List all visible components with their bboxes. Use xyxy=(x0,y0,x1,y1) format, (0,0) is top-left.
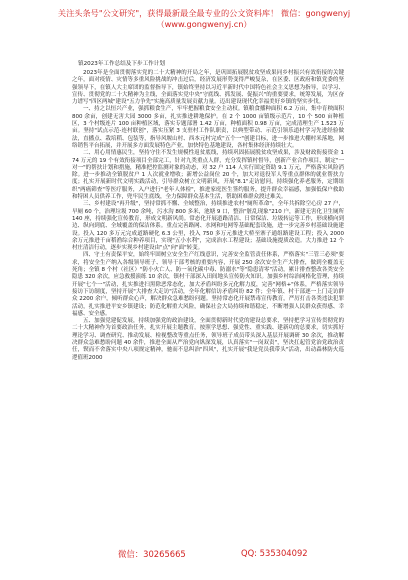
document-body xyxy=(72,60,344,530)
promo-banner-line: 关注头条号"公文研究"，获得最新最全最专业的公文资料库！ 微信：gongwenyj xyxy=(57,8,351,18)
wechat-contact: 微信：30265665 xyxy=(118,549,186,559)
paragraph-party-building: 五、加强党建促发展，持续加强党的政治建设，全面贯彻新时代党的建设总要求，坚持把学习宣传贯彻党的二十大精神作为首要政治任务，扎实开展主题教育，按照学思想、强党性、重实践、建新功的总要求，切实抓好理论学习、调查研究、推动发展、检视整改等重点任务，领导班子成员带头深入基层开展调研 30 余次，推动解决群众急难愁盼问题 40 余件，推进全面从严治党向纵深发展，认真落实"一岗双责"，坚决扛起管党治党政治责任，锲而不舍落实中央八项规定精神，驰而不息纠治"四风"，扎实开展"我是党员我带头"活动，出动森林防火巡逻值班2000 xyxy=(72,318,344,361)
promo-banner-url: （www.gongwenyj.cn） xyxy=(156,19,252,29)
paragraph-livelihood: 二、用心用情惠民生，坚持守住不发生规模性返贫底线，持续巩固拓展脱贫攻坚成果，涉及财政衔接资金 174 万元的 19 个有效衔接项目全部完工，针对九类重点人群，充分发挥镇村督导，创新产业合作项目，制定"一对一"的帮扶计划和措施，精准把控监测对象的动态，对 32 户 114 人实行固定资助 9.1 万元，严格落实风险消除。进一步推动全镇脱贫户 1 人次就业增收；新增公益岗位 20 个，加大对退役军人等重点群体的就业帮扶力度；扎实开展新时代文明实践活动，引导群众树立文明新风，开展"8.1"走访慰问，持续强化养老服务，定期组织"两癌筛查"等医疗服务，入户进行"老年人体检"，推进家庭医生签约服务，提升群众幸福感，加强低保户救助和特困人员供养工作，兜牢民生底线，全力保障群众基本生活，帮助困难群众渡过难关。 xyxy=(72,150,344,201)
promo-banner xyxy=(0,8,408,38)
paragraph-industry: 一、持之以恒兴产业，强抓粮食生产，牢牢把握粮食安全主动权。镇粮食播种面积 6.2 万亩，集中育秧面积 800 余亩，创建无害大园 3000 多亩，扎实推进耕地保护。在 2 个 1000 亩镇级示范片，10 个 500 亩种植区，3 个村级连片 100 亩种植区域，落实专题部署 1.42 万亩，种植面积 0.98 万亩，完成清理生产 1.523 万亩。坚持"试点示范-连村联创"，落实压紧 3 支驻村工作队职责，以典型带动、示范引领乐道村学习先进经验做法，直播点、栽培稻、包装等，指导风堰山村、西本元村完成"五个一"创建目标，进一步推进大棚村米落地，网络销售平台拓展，并开展多方面发展特色产业，加快特色基地建设，各村集体经济持续壮大。 xyxy=(72,106,344,149)
contact-footer xyxy=(0,548,408,562)
paragraph-safety: 四、守土有责保平安，始终牢固树立安全生产红线意识，完善安全监管责任体系，严格落实"三管三必须"要求，将安全生产纳入各级领导班子、领导干部考核的重要内容，开展 250 余次安全生产大排查，做到全覆盖无死角；全镇 8 个村（社区）"防小火亡人、防一氧化碳中毒、防溺水"等"隐患清零"活动，累计排查整改各类安全隐患 320 余次，应急救援演练 10 余次，镇村干部深入田间地头宣传防火知识。加强乡村综治网格化管理，持续开展"七个一"活动，扎实推进扫黑除恶常态化，加大矛盾纠纷多元化解力度，完善"网格+"体系，严格落实领导接访下访制度，坚持开展"大排查大走访"活动，全年化解信访矛盾纠纷 82 件；全年镇、村干部逐一上门走访群众 2200 余户，倾听群众心声，解决群众急难愁盼问题。坚持常态化开展禁毒宣传教育，严厉打击各类违法犯罪活动，扎实推进平安乡镇建设；防范化解重大风险，确保社会大局持续和谐稳定，不断增强人民群众获得感、幸福感、安全感。 xyxy=(72,252,344,317)
paragraph-intro: 2023年是全面贯彻落实党的二十大精神的开局之年，是巩固拓展脱贫攻坚成果同乡村振兴有效衔接的关键之年，面对疫情、灾情等多重风险挑战的冲击过后，经济发展形势变得严峻复杂，在区委、区政府和镇党委的坚强领导下，在镇人大主席团的监督指导下，镇始终坚持以习近平新时代中国特色社会主义思想为指导，以学习、宣传、贯彻党的二十大精神为主线，全面落实党中央"守底线、抓发展、促振兴"的重要要求，统筹发展，为区奋力谱写"四区两城"建设"五力争先"实施高质量发展贡献力量。迈出建设现代化幸福美好乡镇的坚实步伐。 xyxy=(72,70,344,106)
document-title: 镇2023年工作总结及下步工作计划 xyxy=(78,61,165,67)
paragraph-rural-construction: 三、乡村建设"再升级"，坚持常抓不懈、全域整治，持续推进农村"厕所革命"，全年共拆除空心房 27 户，早厕 60 个，治理垃圾 700 余吨，污水沟 800 多米，池塘 9 口，整治"脏乱现象"210 户，新建无害化卫生厕所 140 座，持续强化宣传教育，形成文明新风尚。常态化开展道路清洁、日常保洁、垃圾转运等工作，形成横向到边、纵向到底、全域覆盖的保洁体系。重点完善路网、水网和电网等基础配套设施，进一步完善乡村基础设施建设。投入 120 多万元完成道路硬化 6.3 公里，投入 750 多万元推进大桥至寨子通组路建设工程；投入 2000 余万元推进千亩稻渔综合种养项目，实现"五小水利"，完成治水工程建设；基础设施提质改造。大力推进 12 个村庄清洁行动，逐步实现乡村建设由"点"向"面"转变。 xyxy=(72,201,344,252)
qq-contact: QQ: 535304092 xyxy=(241,548,308,558)
